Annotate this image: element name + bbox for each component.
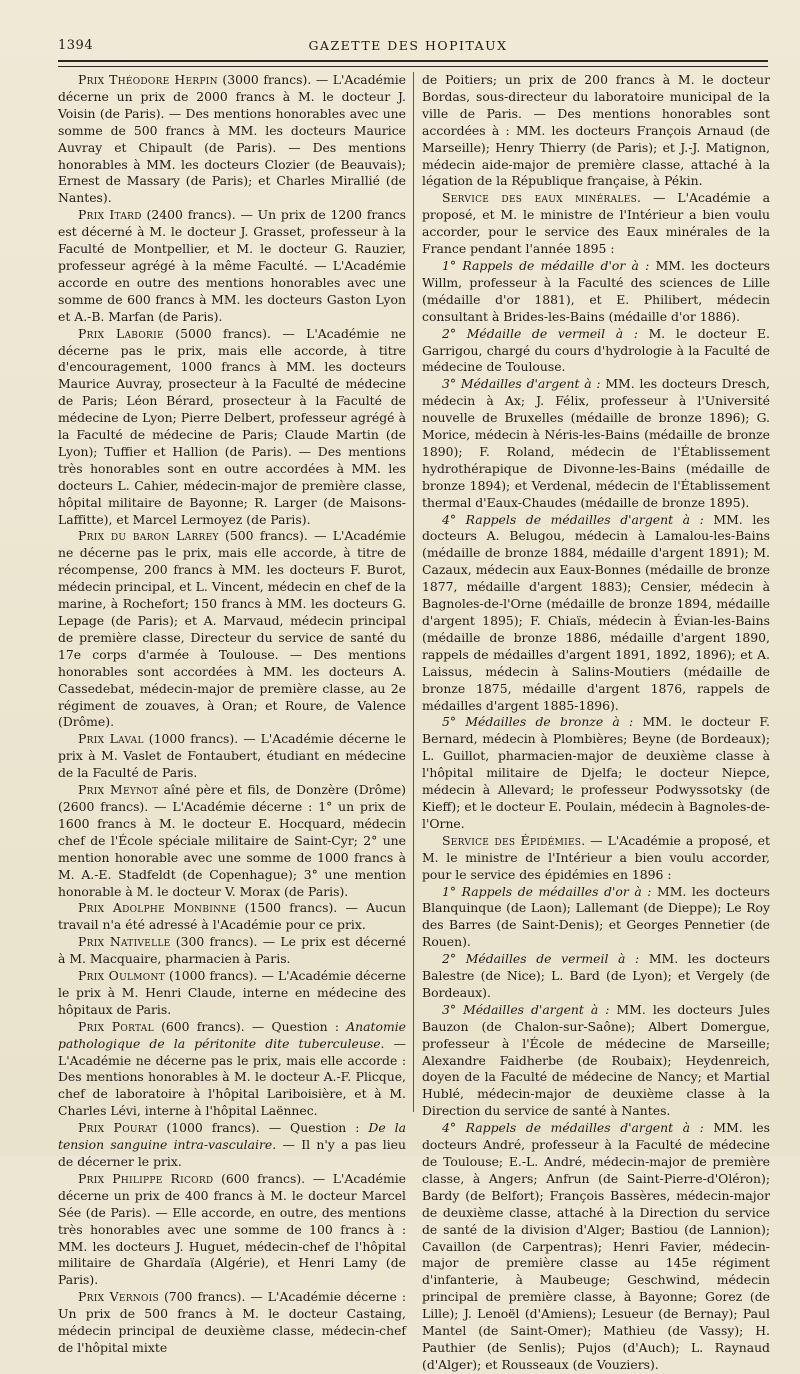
paragraph-text: MM. les docteurs Jules Bauzon (de Chalon-sur-Saône); Albert Domergue, professeur à l'École de médecine de Marseille; Alexandre Faidherbe (de Roubaix); Heydenreich, doyen de la Faculté de médecine de Nancy; et Martial Hublé, médecin-major de deuxième classe à la Direction du service de santé à Nantes. [422, 1001, 771, 1119]
paragraph [58, 326, 406, 529]
paragraph-text: (1000 francs). — Question : [157, 1120, 369, 1136]
question-title: Anatomie pathologique de la péritonite dite tuberculeuse. [58, 1018, 407, 1051]
paragraph-text: MM. les docteurs André, professeur à la Faculté de médecine de Toulouse; E.-L. André, médecin-major de première classe, à Angers; Anfrun (de Saint-Pierre-d'Oléron); Bardy (de Belfort); François Bassères, médecin-major de deuxième classe, attaché à la Direction du service de santé de la division d'Alger; Bastiou (de Lannion); Cavaillon (de Carpentras); Henri Favier, médecin-major de première classe au 145e régiment d'infanterie, à Maubeuge; Geschwind, médecin principal de première classe, à Bayonne; Gorez (de Lille); J. Lenoël (d'Amiens); Lesueur (de Bernay); Paul Mantel (de Saint-Omer); Mathieu (de Vassy); H. Pauthier (de Senlis); Pujos (d'Auch); L. Raynaud (d'Alger); et Rousseaux (de Vouziers). [422, 1120, 770, 1372]
section-heading: Prix Laborie [78, 325, 164, 341]
item-lead: 3° Médailles d'argent à : [442, 1001, 610, 1017]
question-title: De la tension sanguine intra-vasculaire. [58, 1120, 406, 1153]
paragraph-text: M. le docteur E. Garrigou, chargé du cours d'hydrologie à la Faculté de médecine de Toulouse. [422, 325, 771, 375]
paragraph-text: (600 francs). — Question : [153, 1018, 347, 1034]
section-heading: Prix Itard [78, 207, 142, 223]
paragraph [58, 782, 406, 900]
header-rule-thick [58, 60, 768, 62]
paragraph [58, 1171, 406, 1289]
section-heading: Service des eaux minérales [442, 190, 638, 206]
section-heading: Prix Adolphe Monbinne [78, 900, 237, 916]
paragraph [422, 833, 770, 884]
paragraph [58, 207, 406, 325]
section-heading: Service des Épidémies [442, 832, 582, 848]
paragraph [422, 714, 770, 832]
paragraph-text: — L'Académie ne décerne pas le prix, mais elle accorde : Des mentions honorables à M. le docteur A.-F. Plicque, chef de laboratoire à l'hôpital Lariboisière, et à M. Charles Lévi, interne à l'hôpital Laënnec. [58, 1035, 406, 1119]
paragraph-text: MM. les docteurs Dresch, médecin à Ax; J. Félix, professeur à l'Université nouvelle de Bruxelles (médaille de bronze 1896); G. Morice, médecin à Néris-les-Bains (médaille de bronze 1890); F. Roland, médecin de l'Établissement hydrothérapique de Divonne-les-Bains (médaille de bronze 1894); et Verdenal, médecin de l'Établissement thermal d'Eaux-Chaudes (médaille de bronze 1895). [422, 376, 770, 510]
paragraph [58, 731, 406, 782]
item-lead: 3° Médailles d'argent à : [442, 376, 601, 392]
section-heading: Prix Pourat [78, 1120, 158, 1136]
paragraph-text: MM. les docteurs A. Belugou, médecin à Lamalou-les-Bains (médaille de bronze 1884, médaille d'argent 1891); M. Cazaux, médecin aux Eaux-Bonnes (médaille de bronze 1877, médaille d'argent 1883); Censier, médecin à Bagnoles-de-l'Orne (médaille de bronze 1894, médaille d'argent 1895); F. Chiaïs, médecin à Évian-les-Bains (médaille de bronze 1886, médaille d'argent 1890, rappels de médailles d'argent 1891, 1892, 1896); et A. Laissus, médecin à Salins-Moutiers (médaille de bronze 1875, médaille d'argent 1876, rappels de médailles d'argent 1885-1896). [422, 511, 770, 713]
paragraph-text: (1000 francs). — L'Académie décerne le prix à M. Vaslet de Fontaubert, étudiant en médecine de la Faculté de Paris. [58, 731, 406, 781]
paragraph [422, 1002, 770, 1120]
paragraph-text: (3000 francs). — L'Académie décerne un prix de 2000 francs à M. le docteur J. Voisin (de Paris). — Des mentions honorables avec une somme de 500 francs à MM. les docteurs Maurice Auvray et Chipault (de Paris). — Des mentions honorables à MM. les docteurs Clozier (de Beauvais); Ernest de Massary (de Paris); et Charles Mirallié (de Nantes). [58, 72, 407, 206]
paragraph-text: (2400 francs). — Un prix de 1200 francs est décerné à M. le docteur J. Grasset, professeur à la Faculté de Montpellier, et M. le docteur G. Rauzier, professeur agrégé à la même Faculté. — L'Académie accorde en outre des mentions honorables avec une somme de 600 francs à MM. les docteurs Gaston Lyon et A.-B. Marfan (de Paris). [58, 207, 406, 324]
paragraph-text: (1000 francs). — L'Académie décerne le prix à M. Henri Claude, interne en médecine des hôpitaux de Paris. [58, 968, 407, 1017]
paragraph-text: (500 francs). — L'Académie ne décerne pas le prix, mais elle accorde, à titre de récompense, 200 francs à MM. les docteurs F. Burot, médecin principal, et L. Vincent, médecin en chef de la marine, à Rochefort; 150 francs à MM. les docteurs G. Lepage (de Paris); et A. Marvaud, médecin principal de première classe, Directeur du service de santé du 17e corps d'armée à Toulouse. — Des mentions honorables sont accordées à MM. les docteurs A. Cassedebat, médecin-major de première classe, au 2e régiment de zouaves, à Oran; et Roure, de Valence (Drôme). [58, 528, 406, 730]
section-heading: Prix Théodore Herpin [78, 72, 218, 87]
section-heading: Prix Nativelle [78, 934, 171, 950]
paragraph-text: MM. le docteur F. Bernard, médecin à Plombières; Beyne (de Bordeaux); L. Guillot, pharmacien-major de deuxième classe à l'hôpital militaire de Djelfa; le docteur Niepce, médecin à Allevard; le professeur Podwyssotsky (de Kieff); et le docteur E. Poulain, médecin à Bagnoles-de-l'Orne. [422, 714, 770, 831]
paragraph-text: (300 francs). — Le prix est décerné à M. Macquaire, pharmacien à Paris. [58, 934, 407, 967]
paragraph-text: MM. les docteurs Balestre (de Nice); L. Bard (de Lyon); et Vergely (de Bordeaux). [422, 951, 770, 1000]
paragraph-text: . — L'Académie a proposé, et M. le ministre de l'Intérieur a bien voulu accorder, pour le service des épidémies en 1896 : [422, 832, 770, 882]
section-heading: Prix Meynot [78, 782, 159, 798]
item-lead: 4° Rappels de médailles d'argent à : [442, 1120, 704, 1136]
paragraph [422, 376, 770, 511]
item-lead: 2° Médaille de vermeil à : [442, 325, 638, 341]
paragraph [58, 528, 406, 731]
paragraph [422, 1120, 770, 1374]
section-heading: Prix Laval [78, 731, 144, 747]
paragraph [58, 1289, 406, 1357]
item-lead: 4° Rappels de médailles d'argent à : [442, 511, 704, 527]
paragraph-text: MM. les docteurs Willm, professeur à la Faculté des sciences de Lille (médaille d'or 1881), et E. Philibert, médecin consultant à Brides-les-Bains (médaille d'or 1886). [422, 257, 770, 324]
item-lead: 1° Rappels de médailles d'or à : [442, 883, 652, 899]
paragraph [422, 951, 770, 1002]
section-heading: Prix Portal [78, 1018, 154, 1034]
paragraph-text: (5000 francs). — L'Académie ne décerne pas le prix, mais elle accorde, à titre d'encouragement, 1000 francs à MM. les docteurs Maurice Auvray, prosecteur à la Faculté de médecine de Paris; Léon Bérard, prosecteur à la Faculté de médecine de Lyon; Pierre Delbert, professeur agrégé à la Faculté de médecine de Paris; Claude Martin (de Lyon); Tuffier et Hallion (de Paris). — Des mentions très honorables sont en outre accordées à MM. les docteurs L. Cahier, médecin-major de première classe, hôpital militaire de Bayonne; R. Larger (de Maisons-Laffitte), et Marcel Lermoyez (de Paris). [58, 325, 407, 527]
page-number: 1394 [58, 38, 94, 53]
paragraph-text: de Poitiers; un prix de 200 francs à M. le docteur Bordas, sous-directeur du laboratoire municipal de la ville de Paris. — Des mentions honorables sont accordées à : MM. les docteurs François Arnaud (de Marseille); Henry Thierry (de Paris); et J.-J. Matignon, médecin aide-major de première classe, attaché à la légation de la République française, à Pékin. [422, 72, 770, 189]
paragraph-text: (1500 francs). — Aucun travail n'a été adressé à l'Académie pour ce prix. [58, 900, 406, 933]
paragraph-text: (700 francs). — L'Académie décerne : Un prix de 500 francs à M. le docteur Castaing, médecin principal de deuxième classe, médecin-chef de l'hôpital mixte [58, 1289, 406, 1355]
section-heading: Prix du baron Larrey [78, 528, 219, 544]
section-heading: Prix Vernois [78, 1289, 159, 1305]
item-lead: 5° Médailles de bronze à : [442, 714, 634, 730]
section-heading: Prix Philippe Ricord [78, 1170, 214, 1186]
paragraph-text: aîné père et fils, de Donzère (Drôme) (2600 francs). — L'Académie décerne : 1° un prix de 1600 francs à M. le docteur E. Hocquard, médecin chef de l'École spéciale militaire de Saint-Cyr; 2° une mention honorable avec une somme de 1000 francs à M. A.-E. Stadfeldt (de Copenhague); 3° une mention honorable à M. le docteur V. Morax (de Paris). [58, 782, 406, 899]
journal-title: GAZETTE DES HOPITAUX [308, 38, 508, 53]
page-header [58, 38, 758, 58]
header-rule-thin [58, 66, 768, 67]
item-lead: 2° Médailles de vermeil à : [442, 951, 640, 967]
paragraph [422, 258, 770, 326]
paragraph [422, 884, 770, 952]
paragraph [58, 968, 406, 1019]
paragraph-text: (600 francs). — L'Académie décerne un prix de 400 francs à M. le docteur Marcel Sée (de Paris). — Elle accorde, en outre, des mentions très honorables avec une somme de 100 francs à : MM. les docteurs J. Huguet, médecin-chef de l'hôpital militaire de Ghardaïa (Algérie), et Henri Lamy (de Paris). [58, 1170, 406, 1288]
section-heading: Prix Oulmont [78, 968, 165, 984]
paragraph-text: . — L'Académie a proposé, et M. le ministre de l'Intérieur a bien voulu accorder, pour le service des Eaux minérales de la France pendant l'année 1895 : [422, 190, 770, 257]
item-lead: 1° Rappels de médaille d'or à : [442, 257, 650, 273]
paragraph [58, 1120, 406, 1171]
paragraph [58, 900, 406, 934]
paragraph [58, 934, 406, 968]
paragraph [422, 512, 770, 715]
right-column [422, 72, 770, 1374]
paragraph [422, 190, 770, 258]
paragraph-text: — Il n'y a pas lieu de décerner le prix. [58, 1137, 406, 1169]
paragraph-text: MM. les docteurs Blanquinque (de Laon); Lallemant (de Dieppe); Le Roy des Barres (de Saint-Denis); et Georges Pennetier (de Rouen). [422, 883, 770, 950]
paragraph [58, 1019, 406, 1120]
paragraph [58, 72, 406, 207]
paragraph [422, 326, 770, 377]
paragraph [422, 72, 770, 190]
column-divider [413, 72, 414, 1112]
left-column [58, 72, 406, 1357]
